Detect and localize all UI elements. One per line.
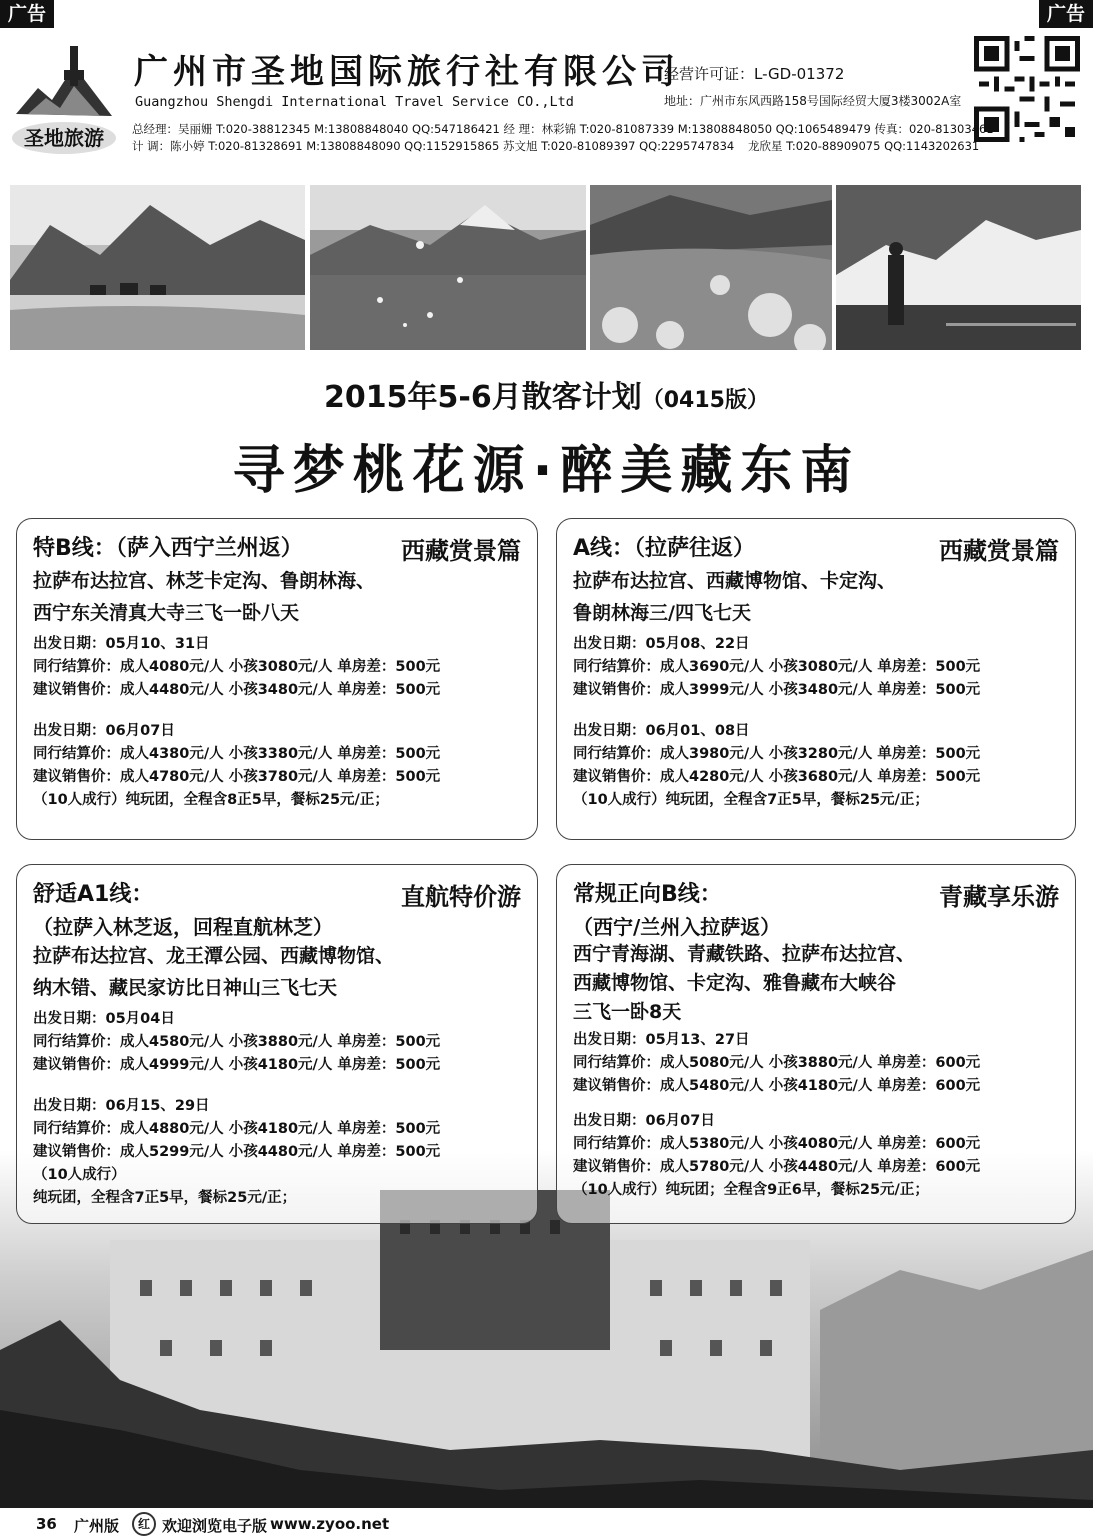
- photo-peach-blossom-valley: [590, 185, 832, 350]
- departure-block: [33, 633, 521, 702]
- departure-date: 出发日期：05月10、31日: [33, 636, 210, 652]
- plan-title: [0, 372, 1093, 416]
- tour-note: （10人成行）纯玩团；全程含9正6早，餐标25元/正；: [573, 1182, 929, 1198]
- departure-block: [573, 720, 1059, 789]
- route-desc-line: 西宁青海湖、青藏铁路、拉萨布达拉宫、: [573, 943, 916, 965]
- route-card-regular-b: [556, 864, 1076, 1224]
- company-name-cn: 广州市圣地国际旅行社有限公司: [134, 52, 680, 92]
- contact-line-2b: 苏文旭 T:020-81089397 QQ:2295747834: [503, 139, 735, 153]
- departure-date: 出发日期：05月13、27日: [573, 1032, 750, 1048]
- route-theme: 直航特价游: [401, 882, 521, 911]
- tour-note: （10人成行）纯玩团，全程含8正5早，餐标25元/正；: [33, 792, 389, 808]
- route-desc-line: 鲁朗林海三/四飞七天: [573, 602, 751, 624]
- route-card-special-b: [16, 518, 538, 840]
- departure-date: 出发日期：05月04日: [33, 1011, 175, 1027]
- departure-block: [573, 633, 1059, 702]
- plan-title-text: 2015年5-6月散客计划: [324, 380, 642, 415]
- departure-date: 出发日期：06月15、29日: [33, 1098, 210, 1114]
- page-number: 36: [36, 1515, 57, 1533]
- departure-block: [33, 720, 521, 789]
- route-desc-line: 拉萨布达拉宫、林芝卡定沟、鲁朗林海、: [33, 570, 376, 592]
- retail-price: 建议销售价：成人4780元/人 小孩3780元/人 单房差：500元: [33, 769, 441, 785]
- plan-version: （0415版）: [641, 388, 769, 413]
- route-theme: 青藏享乐游: [939, 882, 1059, 911]
- route-desc-line: 拉萨布达拉宫、西藏博物馆、卡定沟、: [573, 570, 897, 592]
- retail-price: 建议销售价：成人4480元/人 小孩3480元/人 单房差：500元: [33, 682, 441, 698]
- trade-price: 同行结算价：成人4080元/人 小孩3080元/人 单房差：500元: [33, 659, 441, 675]
- red-badge-icon: 红: [132, 1512, 156, 1536]
- contact-line-2a: 计 调：陈小婷 T:020-81328691 M:13808848090 QQ:1152915865: [132, 139, 500, 153]
- route-line-name: A线：（拉萨往返）: [573, 536, 756, 561]
- route-desc-line: 拉萨布达拉宫、龙王潭公园、西藏博物馆、: [33, 945, 395, 967]
- departure-date: 出发日期：05月08、22日: [573, 636, 750, 652]
- footer-url-link[interactable]: www.zyoo.net: [270, 1515, 390, 1533]
- slogan-headline: 寻梦桃花源·醉美藏东南: [232, 441, 861, 501]
- license-number: 经营许可证：L-GD-01372: [664, 65, 845, 83]
- tour-note: 纯玩团，全程含7正5早，餐标25元/正；: [33, 1190, 297, 1206]
- retail-price: 建议销售价：成人3999元/人 小孩3480元/人 单房差：500元: [573, 682, 981, 698]
- route-subtitle: （拉萨入林芝返，回程直航林芝）: [33, 915, 333, 939]
- departure-date: 出发日期：06月07日: [573, 1113, 715, 1129]
- route-theme: 西藏赏景篇: [401, 536, 521, 565]
- retail-price: 建议销售价：成人4280元/人 小孩3680元/人 单房差：500元: [573, 769, 981, 785]
- trade-price: 同行结算价：成人3690元/人 小孩3080元/人 单房差：500元: [573, 659, 981, 675]
- retail-price: 建议销售价：成人5299元/人 小孩4480元/人 单房差：500元: [33, 1144, 441, 1160]
- photo-river-horses: [10, 185, 305, 350]
- departure-block: [33, 1008, 521, 1077]
- departure-block: [573, 1110, 1059, 1179]
- company-logo: [8, 36, 120, 156]
- retail-price: 建议销售价：成人5480元/人 小孩4180元/人 单房差：600元: [573, 1078, 981, 1094]
- photo-lake-birds: [310, 185, 586, 350]
- departure-block: [33, 1095, 521, 1164]
- route-line-name: 舒适A1线：: [33, 882, 154, 907]
- footer-text: 欢迎浏览电子版: [162, 1517, 268, 1535]
- route-desc-line: 西藏博物馆、卡定沟、雅鲁藏布大峡谷: [573, 972, 897, 994]
- logo-text: 圣地旅游: [24, 126, 104, 150]
- departure-block: [573, 1029, 1059, 1098]
- contact-line-1: 总经理：吴丽姗 T:020-38812345 M:13808848040 QQ:547186421 经 理：林彩锦 T:020-81087339 M:13808848050 QQ:1065489479 传真：020-81303461: [132, 122, 994, 136]
- trade-price: 同行结算价：成人3980元/人 小孩3280元/人 单房差：500元: [573, 746, 981, 762]
- trade-price: 同行结算价：成人4880元/人 小孩4180元/人 单房差：500元: [33, 1121, 441, 1137]
- route-desc-line: 西宁东关清真大寺三飞一卧八天: [33, 602, 300, 624]
- photo-snow-mountain-monk: [836, 185, 1081, 350]
- tour-note: （10人成行）纯玩团，全程含7正5早，餐标25元/正；: [573, 792, 929, 808]
- trade-price: 同行结算价：成人5080元/人 小孩3880元/人 单房差：600元: [573, 1055, 981, 1071]
- route-theme: 西藏赏景篇: [939, 536, 1059, 565]
- route-line-name: 常规正向B线：: [573, 882, 722, 907]
- company-address: 地址：广州市东风西路158号国际经贸大厦3楼3002A室: [664, 94, 962, 108]
- page-footer: [0, 1508, 1093, 1538]
- trade-price: 同行结算价：成人5380元/人 小孩4080元/人 单房差：600元: [573, 1136, 981, 1152]
- retail-price: 建议销售价：成人4999元/人 小孩4180元/人 单房差：500元: [33, 1057, 441, 1073]
- ad-tag-left: 广告: [0, 0, 54, 28]
- retail-price: 建议销售价：成人5780元/人 小孩4480元/人 单房差：600元: [573, 1159, 981, 1175]
- edition-label: 广州版: [74, 1517, 120, 1535]
- route-line-name: 特B线：（萨入西宁兰州返）: [33, 536, 303, 561]
- departure-date: 出发日期：06月07日: [33, 723, 175, 739]
- departure-date: 出发日期：06月01、08日: [573, 723, 750, 739]
- route-card-comfort-a1: [16, 864, 538, 1224]
- trade-price: 同行结算价：成人4380元/人 小孩3380元/人 单房差：500元: [33, 746, 441, 762]
- route-desc-line: 纳木错、藏民家访比日神山三飞七天: [33, 977, 338, 999]
- contact-line-2c: 龙欣星 T:020-88909075 QQ:1143202631: [748, 139, 980, 153]
- company-name-en: Guangzhou Shengdi International Travel Service CO.,Ltd: [135, 94, 574, 110]
- trade-price: 同行结算价：成人4580元/人 小孩3880元/人 单房差：500元: [33, 1034, 441, 1050]
- route-desc-line: 三飞一卧8天: [573, 1001, 682, 1023]
- route-card-a: [556, 518, 1076, 840]
- ad-tag-right: 广告: [1039, 0, 1093, 28]
- tour-note: （10人成行）: [33, 1167, 126, 1183]
- route-subtitle: （西宁/兰州入拉萨返）: [573, 915, 781, 939]
